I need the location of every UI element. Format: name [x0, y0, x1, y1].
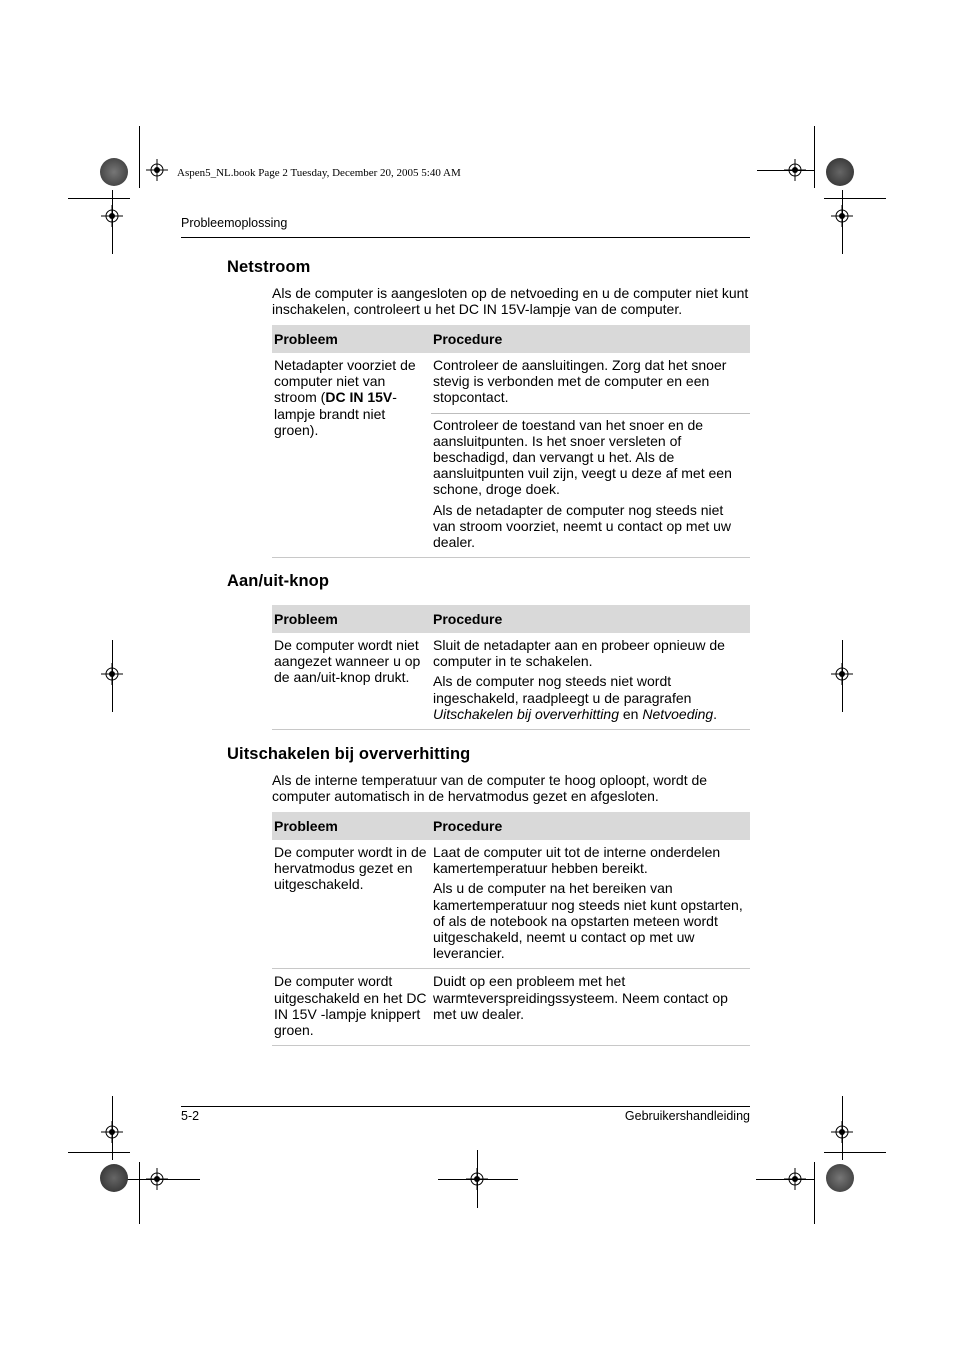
color-bar-disc-icon — [100, 1164, 128, 1192]
column-header: Probleem — [272, 605, 431, 633]
color-bar-disc-icon — [826, 158, 854, 186]
footer-rule — [181, 1106, 750, 1107]
header-rule — [181, 237, 750, 238]
color-bar-disc-icon — [100, 158, 128, 186]
problem-text: Netadapter voorziet de computer niet van stroom ( — [274, 357, 416, 406]
page-number: 5-2 — [181, 1109, 200, 1123]
print-slug: Aspen5_NL.book Page 2 Tuesday, December 20, 2005 5:40 AM — [177, 167, 461, 179]
column-header: Probleem — [272, 325, 431, 353]
troubleshooting-table — [272, 605, 750, 730]
color-bar-disc-icon — [826, 1164, 854, 1192]
procedure-text — [433, 673, 748, 722]
column-header: Procedure — [431, 325, 750, 353]
crop-mark — [756, 1179, 814, 1180]
table-row — [272, 969, 750, 1046]
problem-cell: De computer wordt niet aangezet wanneer u op de aan/uit-knop drukt. — [272, 633, 431, 730]
procedure-text-part: . — [713, 705, 718, 722]
problem-cell — [272, 353, 431, 558]
procedure-cell — [431, 840, 750, 969]
table-header-row — [272, 325, 750, 353]
procedure-cell — [431, 353, 750, 558]
section-heading: Aan/uit-knop — [227, 572, 330, 590]
crop-mark — [824, 198, 886, 199]
crop-mark — [814, 1162, 815, 1224]
column-header: Procedure — [431, 605, 750, 633]
crop-mark — [68, 1152, 130, 1153]
table-header-row — [272, 812, 750, 840]
cross-reference: Uitschakelen bij oververhitting — [433, 705, 619, 722]
crop-mark — [842, 640, 843, 712]
procedure-block — [431, 413, 750, 558]
crop-mark — [842, 190, 843, 254]
problem-cell: De computer wordt in de hervatmodus gezet en uitgeschakeld. — [272, 840, 431, 969]
procedure-text-part: en — [618, 705, 643, 722]
table-header-row — [272, 605, 750, 633]
crop-mark — [139, 1162, 140, 1224]
registration-target-icon — [146, 159, 168, 181]
footer-title: Gebruikershandleiding — [624, 1109, 750, 1123]
table-row — [272, 633, 750, 730]
procedure-text-part: Als de computer nog steeds niet wordt ingeschakeld, raadpleegt u de paragrafen — [433, 673, 692, 706]
crop-mark — [68, 198, 130, 199]
crop-mark — [814, 126, 815, 188]
crop-mark — [842, 1096, 843, 1160]
crop-mark — [139, 126, 140, 188]
problem-text: -lampje brandt niet groen). — [274, 389, 397, 438]
crop-mark — [112, 190, 113, 254]
troubleshooting-table — [272, 812, 750, 1046]
column-header: Probleem — [272, 812, 431, 840]
crop-mark — [120, 1179, 200, 1180]
problem-text-bold: DC IN 15V — [325, 389, 393, 406]
crop-mark — [757, 170, 814, 171]
section-heading: Uitschakelen bij oververhitting — [227, 745, 471, 763]
procedure-text: Sluit de netadapter aan en probeer opnieuw de computer in te schakelen. — [433, 637, 725, 670]
procedure-text: Als de netadapter de computer nog steeds niet van stroom voorziet, neemt u contact op met uw dealer. — [433, 501, 732, 551]
section-heading: Netstroom — [227, 258, 311, 276]
section-intro: Als de computer is aangesloten op de netvoeding en u de computer niet kunt inschakelen, controleert u het DC IN 15V-lampje van de computer. — [272, 285, 749, 318]
column-header: Procedure — [431, 812, 750, 840]
table-row — [272, 840, 750, 969]
procedure-cell — [431, 633, 750, 730]
procedure-text: Controleer de aansluitingen. Zorg dat het snoer stevig is verbonden met de computer en een stopcontact. — [433, 357, 727, 406]
table-row — [272, 353, 750, 558]
crop-mark — [112, 1096, 113, 1160]
troubleshooting-table — [272, 325, 750, 558]
procedure-text: Controleer de toestand van het snoer en de aansluitpunten. Is het snoer versleten of beschadigd, dan vervangt u het. Als de aansluitpunten vuil zijn, veegt u deze af met een schone, droge doek. — [433, 416, 732, 498]
running-header: Probleemoplossing — [181, 216, 288, 230]
crop-mark — [477, 1150, 478, 1208]
cross-reference: Netvoeding — [642, 705, 714, 722]
procedure-text: Laat de computer uit tot de interne onderdelen kamertemperatuur hebben bereikt. — [433, 844, 721, 877]
section-intro: Als de interne temperatuur van de computer te hoog oploopt, wordt de computer automatisch in de hervatmodus gezet en afgesloten. — [272, 772, 708, 805]
procedure-cell: Duidt op een probleem met het warmteverspreidingssysteem. Neem contact op met uw dealer. — [431, 969, 750, 1046]
procedure-text: Als u de computer na het bereiken van kamertemperatuur nog steeds niet kunt opstarten, of als de notebook na opstarten meteen wordt uitgeschakeld, neemt u contact op met uw leverancier. — [433, 880, 743, 962]
problem-cell: De computer wordt uitgeschakeld en het DC IN 15V -lampje knippert groen. — [272, 969, 431, 1046]
crop-mark — [824, 1152, 886, 1153]
crop-mark — [112, 640, 113, 712]
crop-mark — [438, 1179, 518, 1180]
